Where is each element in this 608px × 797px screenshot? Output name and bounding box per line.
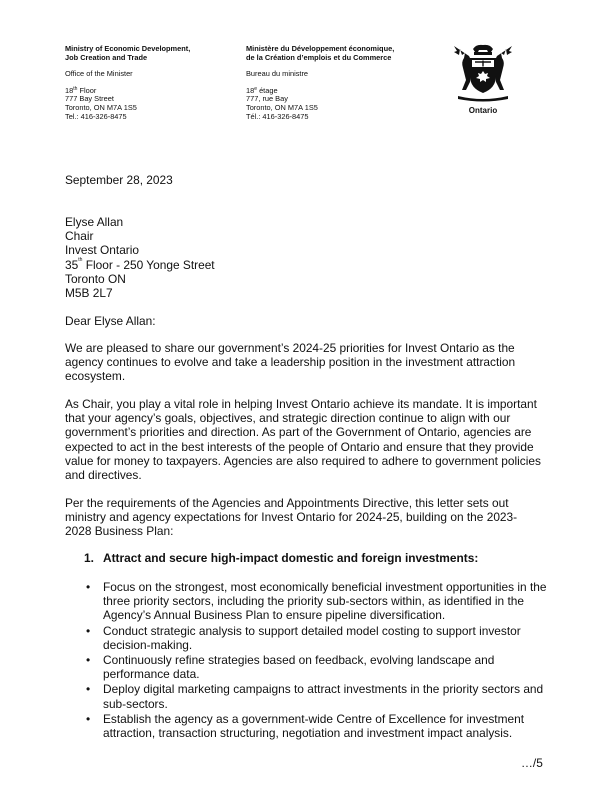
list-item: • Establish the agency as a government-wide Centre of Excellence for investment attraction, transaction structuring, negotiation and investment impact analysis. xyxy=(86,711,525,741)
bullet-icon: • xyxy=(86,623,91,638)
recipient-title: Chair xyxy=(65,229,94,244)
crest-label: Ontario xyxy=(468,106,498,115)
tel-en: Tel.: 416-326-8475 xyxy=(65,111,127,121)
recipient-name: Elyse Allan xyxy=(65,215,124,229)
paragraph-role: As Chair, you play a vital role in helping Invest Ontario achieve its mandate. It is important that your agency’s goals, objectives, and strategic direction continue to align with our government’s priorities and direction. As part of the Government of Ontario, agencies are expected to act in the best interests of the people of Ontario and ensure that they provide value for money to taxpayers. Agencies are also required to adhere to government policies and directives. xyxy=(65,397,541,483)
recipient-city: Toronto ON xyxy=(65,271,126,286)
recipient-org: Invest Ontario xyxy=(65,243,140,258)
list-item: • Continuously refine strategies based on feedback, evolving landscape and performance data. xyxy=(86,653,495,682)
letter-date: September 28, 2023 xyxy=(65,173,173,187)
coat-of-arms-icon xyxy=(440,40,526,102)
priority-number: 1. xyxy=(84,551,94,565)
bullet-icon: • xyxy=(86,653,91,668)
priority-heading-text: Attract and secure high-impact domestic and foreign investments: xyxy=(103,551,479,565)
letterhead-english xyxy=(65,45,190,121)
floor-fr: 18e étage xyxy=(246,85,278,95)
page-indicator: …/5 xyxy=(521,756,543,770)
ministry-name-en-line2: Job Creation and Trade xyxy=(65,52,148,62)
salutation: Dear Elyse Allan: xyxy=(65,314,156,328)
office-en: Office of the Minister xyxy=(65,69,133,79)
ministry-name-en-line1: Ministry of Economic Development, xyxy=(65,44,191,53)
list-item: • Focus on the strongest, most economically beneficial investment opportunities in the three priority sectors, including the priority sub-sectors within, as identified in the Agency’s Annual Business Plan to ensure pipeline diversification. xyxy=(86,580,547,623)
ministry-name-fr-line2: de la Création d’emplois et du Commerce xyxy=(246,52,392,62)
bullet-icon: • xyxy=(86,711,91,726)
city-fr: Toronto, ON M7A 1S5 xyxy=(246,102,318,112)
paragraph-directive: Per the requirements of the Agencies and Appointments Directive, this letter sets out ministry and agency expectations for Invest Ontario for 2024-25, building on the 2023-2028 Business Plan: xyxy=(65,496,518,539)
ontario-crest xyxy=(440,40,526,115)
recipient-street: 35th Floor - 250 Yonge Street xyxy=(65,256,215,272)
paragraph-intro: We are pleased to share our government’s 2024-25 priorities for Invest Ontario as the agency continues to evolve and take a leadership position in the investment attraction ecosystem. xyxy=(65,341,516,384)
priority-bullet-list xyxy=(84,580,549,741)
bullet-icon: • xyxy=(86,682,91,697)
street-en: 777 Bay Street xyxy=(65,94,114,104)
recipient-address xyxy=(65,215,543,300)
list-item: • Conduct strategic analysis to support detailed model costing to support investor decision-making. xyxy=(86,623,521,652)
list-item: • Deploy digital marketing campaigns to attract investments in the priority sectors and sub-sectors. xyxy=(86,682,544,711)
floor-en: 18th Floor xyxy=(65,85,97,95)
priority-heading xyxy=(84,551,478,565)
tel-fr: Tél.: 416-326-8475 xyxy=(246,111,309,121)
street-fr: 777, rue Bay xyxy=(246,94,288,104)
letterhead-french xyxy=(246,45,394,121)
city-en: Toronto, ON M7A 1S5 xyxy=(65,102,137,112)
office-fr: Bureau du ministre xyxy=(246,69,309,79)
ministry-name-fr-line1: Ministère du Développement économique, xyxy=(246,44,395,53)
recipient-postal: M5B 2L7 xyxy=(65,286,113,301)
bullet-icon: • xyxy=(86,580,91,594)
